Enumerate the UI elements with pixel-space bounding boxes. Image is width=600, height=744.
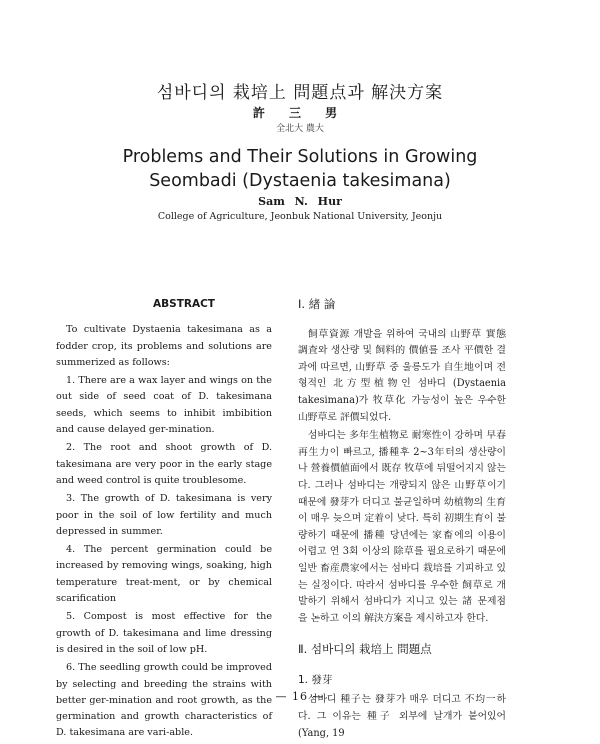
section1-paragraph: 飼草資源 개발을 위하여 국내의 山野草 實態調査와 생산량 및 飼料的 價値를 조사 平價한 결과에 따르면, 山野草 중 울릉도가 自生地이며 전형적인 北方型植物인 섬바디 (Dystaenia takesimana)가 牧草化 가능성이 높은 우수한 山野草로 評價되었다. bbox=[298, 328, 506, 423]
korean-affiliation: 全北大 農大 bbox=[276, 124, 324, 134]
section1-paragraph: 섬바디는 多年生植物로 耐寒性이 강하며 早春再生力이 빠르고, 播種후 2~3年터의 생산량이나 營養價値面에서 既存 牧草에 뒤떨어지지 않는다. 그러나 섬바디는 개량되지 않은 山野草이기 때문에 發芽가 더디고 불균일하며 幼植物의 生育이 매우 늦으며 定着이 낮다. 특히 初期生育이 불량하기 때문에 播種 당년에는 家畜에의 이용이 어렵고 연 3회 이상의 除草를 필요로하기 때문에 일반 畜産農家에서는 섬바디 栽培를 기피하고 있는 실정이다. 따라서 섬바디를 우수한 飼草로 개발하기 위해서 섬바디가 지니고 있는 諸 문제점을 논하고 이의 解決方案을 제시하고자 한다. bbox=[298, 430, 506, 624]
section2-heading: Ⅱ. 섬바디의 栽培上 問題点 bbox=[298, 642, 432, 657]
korean-title: 섬바디의 栽培上 問題点과 解決方案 bbox=[156, 83, 444, 103]
abstract-item: 1. There are a wax layer and wings on the out side of seed coat of D. takesimana seeds, which seems to inhibit imbibition and cause delayed ger-mination. bbox=[56, 375, 272, 436]
page-number: — 16 — bbox=[275, 690, 325, 703]
abstract-item: 4. The percent germination could be increased by removing wings, soaking, high temperature treat-ment, or by chemical scarification bbox=[56, 544, 272, 605]
abstract-item: 3. The growth of D. takesimana is very poor in the soil of low fertility and much depressed in summer. bbox=[56, 493, 272, 537]
abstract-column bbox=[56, 296, 272, 744]
english-title-line2: Seombadi (Dystaenia takesimana) bbox=[149, 171, 451, 191]
section2-subheading: 1. 發芽 bbox=[298, 673, 333, 686]
introduction-column bbox=[298, 296, 506, 744]
abstract-item: 2. The root and shoot growth of D. takesimana are very poor in the early stage and weed control is quite troublesome. bbox=[56, 442, 272, 486]
abstract-intro: To cultivate Dystaenia takesimana as a fodder crop, its problems and solutions are summerized as follows: bbox=[56, 324, 272, 368]
section1-heading: Ⅰ. 緖 論 bbox=[298, 297, 336, 311]
english-title-line1: Problems and Their Solutions in Growing bbox=[122, 147, 478, 167]
korean-author: 許 三 男 bbox=[252, 106, 348, 120]
abstract-heading: ABSTRACT bbox=[153, 298, 215, 310]
abstract-item: 6. The seedling growth could be improved by selecting and breeding the strains with better ger-mination and root growth, as the germination and growth characteristics of D. takesimana are vari-able. bbox=[56, 662, 272, 739]
abstract-item: 5. Compost is most effective for the growth of D. takesimana and lime dressing is desired in the soil of low pH. bbox=[56, 611, 272, 655]
english-author: Sam N. Hur bbox=[258, 195, 342, 208]
section2-paragraph: 섬바디 種子는 發芽가 매우 더디고 不均一하다. 그 이유는 種子 외부에 날개가 붙어있어 (Yang, 19 bbox=[298, 694, 506, 739]
english-affiliation: College of Agriculture, Jeonbuk National University, Jeonju bbox=[157, 211, 443, 222]
